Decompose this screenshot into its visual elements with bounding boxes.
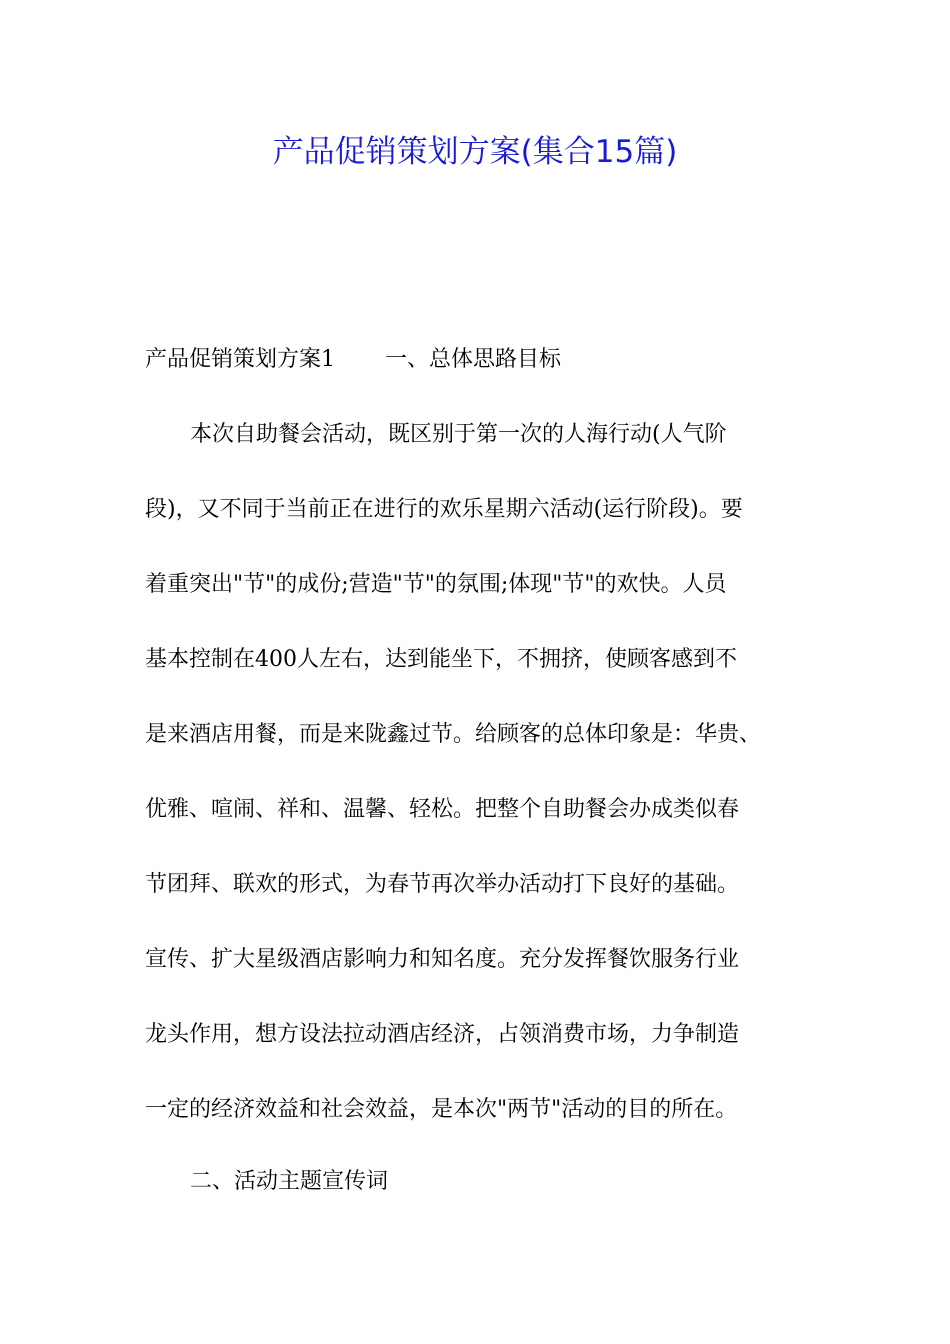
paragraph-line: 龙头作用，想方设法拉动酒店经济，占领消费市场，力争制造 [145, 1022, 740, 1047]
paragraph-line: 着重突出"节"的成份;营造"节"的氛围;体现"节"的欢快。人员 [145, 572, 727, 597]
paragraph-line: 宣传、扩大星级酒店影响力和知名度。充分发挥餐饮服务行业 [145, 947, 740, 972]
paragraph-line: 一定的经济效益和社会效益，是本次"两节"活动的目的所在。 [145, 1097, 738, 1122]
paragraph-line: 本次自助餐会活动，既区别于第一次的人海行动(人气阶 [190, 422, 727, 447]
heading-section-1: 一、总体思路目标 [385, 347, 562, 372]
paragraph-line: 基本控制在400人左右，达到能坐下，不拥挤，使顾客感到不 [145, 647, 737, 672]
paragraph-line: 是来酒店用餐，而是来陇鑫过节。给顾客的总体印象是：华贵、 [145, 722, 762, 747]
paragraph-line: 节团拜、联欢的形式，为春节再次举办活动打下良好的基础。 [145, 872, 740, 897]
document-title: 产品促销策划方案(集合15篇) [272, 134, 678, 170]
section-heading-2: 二、活动主题宣传词 [190, 1169, 389, 1194]
paragraph-line: 优雅、喧闹、祥和、温馨、轻松。把整个自助餐会办成类似春 [145, 797, 740, 822]
heading-prefix: 产品促销策划方案1 [145, 347, 335, 372]
heading-line [145, 344, 561, 376]
paragraph-line: 段)，又不同于当前正在进行的欢乐星期六活动(运行阶段)。要 [145, 497, 743, 522]
